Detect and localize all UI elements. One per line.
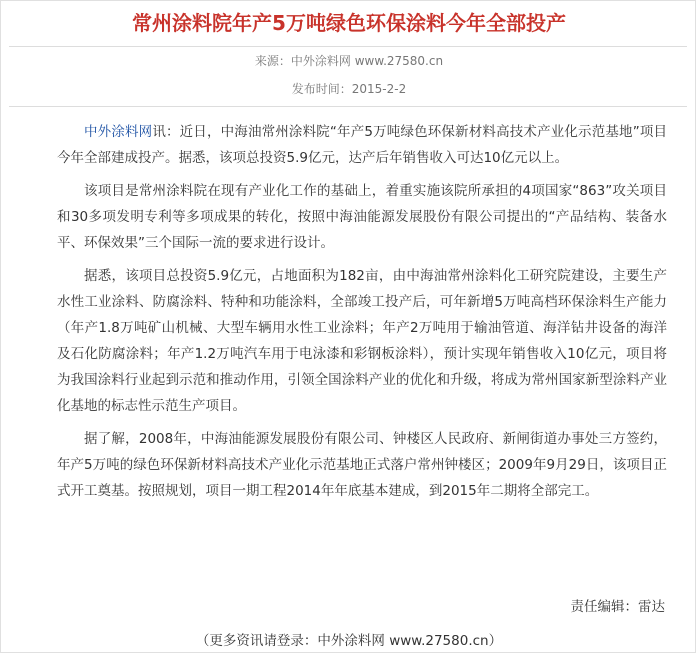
article-body xyxy=(57,119,667,511)
paragraph-4: 据了解，2008年，中海油能源发展股份有限公司、钟楼区人民政府、新闸街道办事处三方签约，年产5万吨的绿色环保新材料高技术产业化示范基地正式落户常州钟楼区；2009年9月29日，该项目正式开工奠基。按照规划，项目一期工程2014年年底基本建成，到2015年二期将全部完工。 xyxy=(57,431,667,499)
article-source: 来源：中外涂料网 www.27580.cn xyxy=(254,54,444,68)
source-link[interactable]: 中外涂料网 xyxy=(84,124,153,140)
title-divider xyxy=(9,46,687,47)
paragraph-1-text: 讯：近日，中海油常州涂料院“年产5万吨绿色环保新材料高技术产业化示范基地”项目今年全部建成投产。据悉，该项总投资5.9亿元，达产后年销售收入可达10亿元以上。 xyxy=(57,124,668,166)
footer-more-info[interactable]: （更多资讯请登录：中外涂料网 www.27580.cn） xyxy=(195,633,503,649)
responsible-editor: 责任编辑：雷达 xyxy=(570,599,665,615)
article-date: 发布时间：2015-2-2 xyxy=(291,82,407,96)
article-title: 常州涂料院年产5万吨绿色环保涂料今年全部投产 xyxy=(132,11,566,35)
paragraph-3: 据悉，该项目总投资5.9亿元，占地面积为182亩，由中海油常州涂料化工研究院建设，主要生产水性工业涂料、防腐涂料、特种和功能涂料，全部竣工投产后，可年新增5万吨高档环保涂料生产能力（年产1.8万吨矿山机械、大型车辆用水性工业涂料；年产2万吨用于输油管道、海洋钻井设备的海洋及石化防腐涂料；年产1.2万吨汽车用于电泳漆和彩钢板涂料），预计实现年销售收入10亿元，项目将为我国涂料行业起到示范和推动作用，引领全国涂料产业的优化和升级，将成为常州国家新型涂料产业化基地的标志性示范生产项目。 xyxy=(57,268,667,414)
meta-divider xyxy=(9,106,687,107)
paragraph-2: 该项目是常州涂料院在现有产业化工作的基础上，着重实施该院所承担的4项国家“863”攻关项目和30多项发明专利等多项成果的转化，按照中海油能源发展股份有限公司提出的“产品结构、装备水平、环保效果”三个国际一流的要求进行设计。 xyxy=(57,183,667,251)
paragraph-1 xyxy=(57,119,667,171)
